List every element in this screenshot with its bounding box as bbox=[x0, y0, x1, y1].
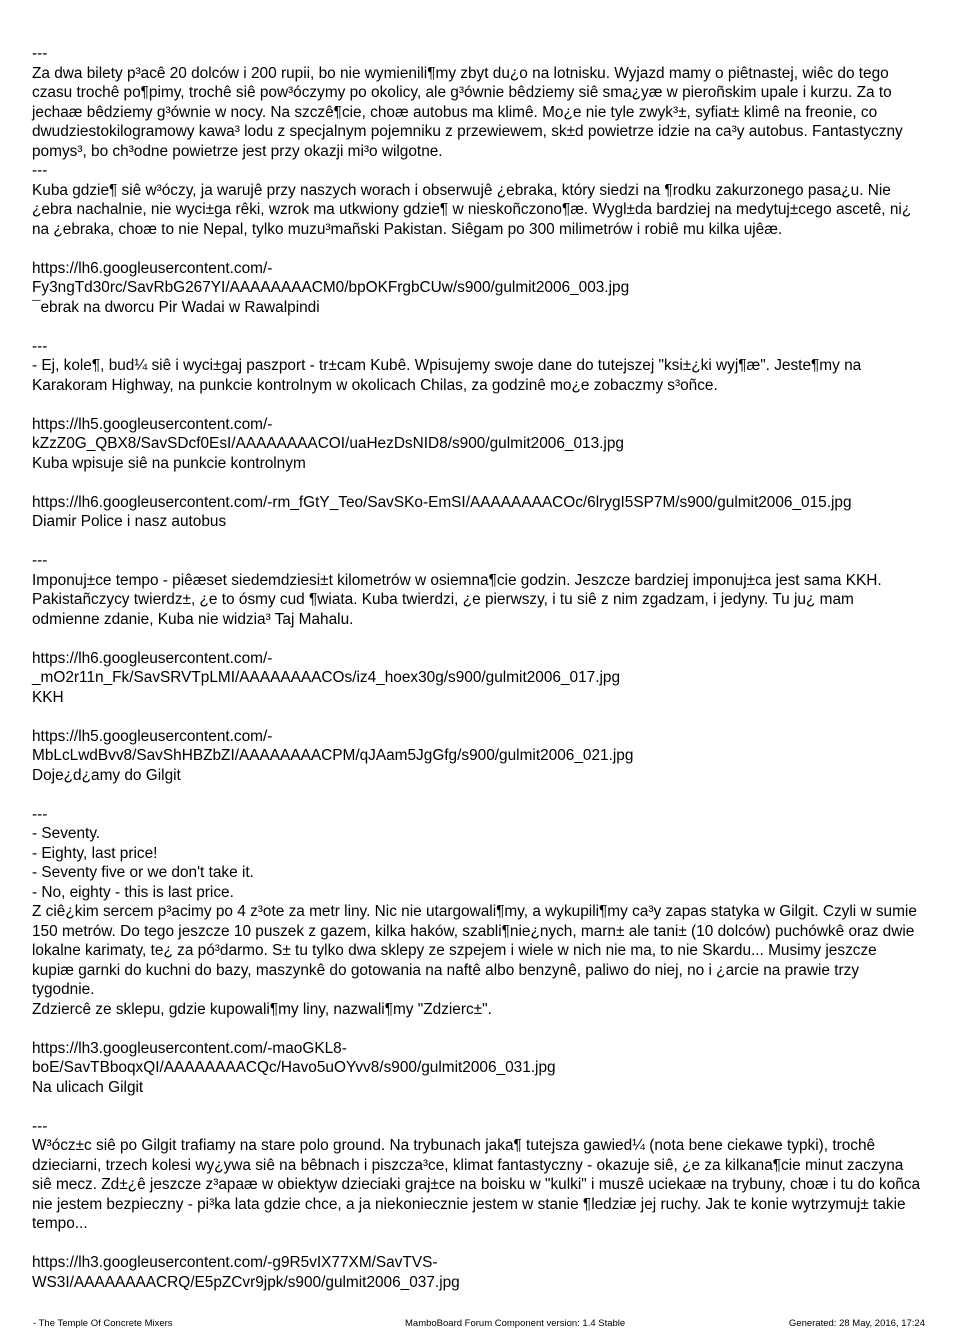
spacer bbox=[32, 1234, 922, 1254]
spacer bbox=[32, 473, 922, 493]
spacer bbox=[32, 395, 922, 415]
spacer bbox=[32, 1019, 922, 1039]
spacer bbox=[32, 1097, 922, 1117]
text-block-shopping: --- - Seventy. - Eighty, last price! - Seventy five or we don't take it. - No, eighty - this is last price. Z ciê¿kim sercem p³acimy po 4 z³ote za metr liny. Nic nie utargowali¶my, a wykupili¶my ca³y zapas statyka w Gilgit. Czyli w sumie 150 metrów. Do tego jeszcze 10 puszek z gazem, kilka haków, szabli¶nie¿nych, marn± ale tani± (10 dolców) puchówkê oraz dwie lokalne karimaty, te¿ za pó³darmo. S± tu tylko dwa sklepy ze szpejem i wiele w nich nie ma, to nie Skardu... Musimy jeszcze kupiæ garnki do kuchni do bazy, maszynkê do gotowania na naftê albo benzynê, paliwo do niej, no i ¿arcie na prawie trzy tygodnie. Zdziercê ze sklepu, gdzie kupowali¶my liny, nazwali¶my "Zdzierc±". bbox=[32, 805, 917, 1018]
spacer bbox=[32, 629, 922, 649]
photo-link-gilgit-arrival[interactable]: https://lh5.googleusercontent.com/- MbLcLwdBvv8/SavShHBZbZI/AAAAAAAACPM/qJAam5JgGfg/s900/gulmit2006_021.jpg Doje¿d¿amy do Gilgit bbox=[32, 727, 634, 784]
text-block-kkh: --- Imponuj±ce tempo - piêæset siedemdziesi±t kilometrów w osiemna¶cie godzin. Jeszcze bardziej imponuj±ca jest sama KKH. Pakistañczycy twierdz±, ¿e to ósmy cud ¶wiata. Kuba twierdzi, ¿e pierwszy, i tu siê z nim zgadzam, i jedyny. Tu ju¿ mam odmienne zdanie, Kuba nie widzia³ Taj Mahalu. bbox=[32, 552, 882, 628]
text-block-intro: --- Za dwa bilety p³acê 20 dolców i 200 rupii, bo nie wymienili¶my zbyt du¿o na lotnisku. Wyjazd mamy o piêtnastej, wiêc do tego czasu trochê po¶pimy, trochê siê pow³óczymy po okolicy, ale g³ównie bêdziemy siê sma¿yæ w pieroñskim upale i kurzu. Za to jechaæ bêdziemy g³ównie w nocy. Na szczê¶cie, choæ autobus ma klimê. Mo¿e nie tyle zwyk³±, syfiat± klimê na freonie, co dwudziestokilogramowy kawa³ lodu z specjalnym pojemniku z przewiewem, sk±d powietrze idzie na ca³y autobus. Fantastyczny pomys³, bo ch³odne powietrze jest przy okazji mi³o wilgotne. --- Kuba gdzie¶ siê w³óczy, ja warujê przy naszych worach i obserwujê ¿ebraka, który siedzi na ¶rodku zakurzonego pasa¿u. Nie ¿ebra nachalnie, nie wyci±ga rêki, wzrok ma utkwiony gdzie¶ w nieskoñczono¶æ. Wygl±da bardziej na medytuj±cego ascetê, ni¿ na ¿ebraka, choæ to nie Nepal, tylko muzu³mañski Pakistan. Siêgam po 300 milimetrów i robiê mu kilka ujêæ. bbox=[32, 45, 912, 238]
photo-link-kkh[interactable]: https://lh6.googleusercontent.com/- _mO2r11n_Fk/SavSRVTpLMI/AAAAAAAACOs/iz4_hoex30g/s900/gulmit2006_017.jpg KKH bbox=[32, 649, 621, 706]
footer-generated-date: Generated: 28 May, 2016, 17:24 bbox=[788, 1318, 925, 1329]
spacer bbox=[32, 239, 922, 259]
text-block-checkpoint: --- - Ej, kole¶, bud¼ siê i wyci±gaj paszport - tr±cam Kubê. Wpisujemy swoje dane do tutejszej "ksi±¿ki wyj¶æ". Jeste¶my na Karakoram Highway, na punkcie kontrolnym w okolicach Chilas, za godzinê mo¿e zobaczmy s³oñce. bbox=[32, 337, 862, 394]
spacer bbox=[32, 532, 922, 552]
photo-link-kuba-checkpoint[interactable]: https://lh5.googleusercontent.com/- kZzZ0G_QBX8/SavSDcf0EsI/AAAAAAAACOI/uaHezDsNID8/s900/gulmit2006_013.jpg Kuba wpisuje siê na punkcie kontrolnym bbox=[32, 415, 624, 472]
photo-link-gilgit-streets[interactable]: https://lh3.googleusercontent.com/-maoGKL8- boE/SavTBboqxQI/AAAAAAAACQc/Havo5uOYvv8/s900/gulmit2006_031.jpg Na ulicach Gilgit bbox=[32, 1039, 556, 1096]
document-body bbox=[32, 44, 922, 1292]
footer-component-version: MamboBoard Forum Component version: 1.4 Stable bbox=[405, 1318, 626, 1329]
text-block-polo-ground: --- W³ócz±c siê po Gilgit trafiamy na stare polo ground. Na trybunach jaka¶ tutejsza gawied¼ (nota bene ciekawe typki), trochê dzieciarni, trzech kolesi wy¿ywa siê na bêbnach i piszcza³ce, klimat fantastyczny - okazuje siê, ¿e za kilkana¶cie minut zaczyna siê mecz. Zd±¿ê jeszcze z³apaæ w obiektyw dzieciaki graj±ce na boisku w "kulki" i muszê uciekaæ na trybuny, choæ i tu do koñca nie jestem bezpieczny - pi³ka lata gdzie chce, a ja niekoniecznie jestem w stanie ¶ledziæ jej ruchy. Jak te konie wytrzymuj± takie tempo... bbox=[32, 1117, 921, 1232]
spacer bbox=[32, 317, 922, 337]
footer-site-name: - The Temple Of Concrete Mixers bbox=[33, 1318, 173, 1329]
spacer bbox=[32, 785, 922, 805]
spacer bbox=[32, 707, 922, 727]
photo-link-zebrak[interactable]: https://lh6.googleusercontent.com/- Fy3ngTd30rc/SavRbG267YI/AAAAAAAACM0/bpOKFrgbCUw/s900/gulmit2006_003.jpg ¯ebrak na dworcu Pir Wadai w Rawalpindi bbox=[32, 259, 630, 316]
photo-link-polo[interactable]: https://lh3.googleusercontent.com/-g9R5vIX77XM/SavTVS- WS3I/AAAAAAAACRQ/E5pZCvr9jpk/s900/gulmit2006_037.jpg bbox=[32, 1254, 460, 1291]
page-footer bbox=[33, 1317, 925, 1331]
photo-link-diamir-police[interactable]: https://lh6.googleusercontent.com/-rm_fGtY_Teo/SavSKo-EmSI/AAAAAAAACOc/6lrygI5SP7M/s900/gulmit2006_015.jpg Diamir Police i nasz autobus bbox=[32, 493, 852, 530]
